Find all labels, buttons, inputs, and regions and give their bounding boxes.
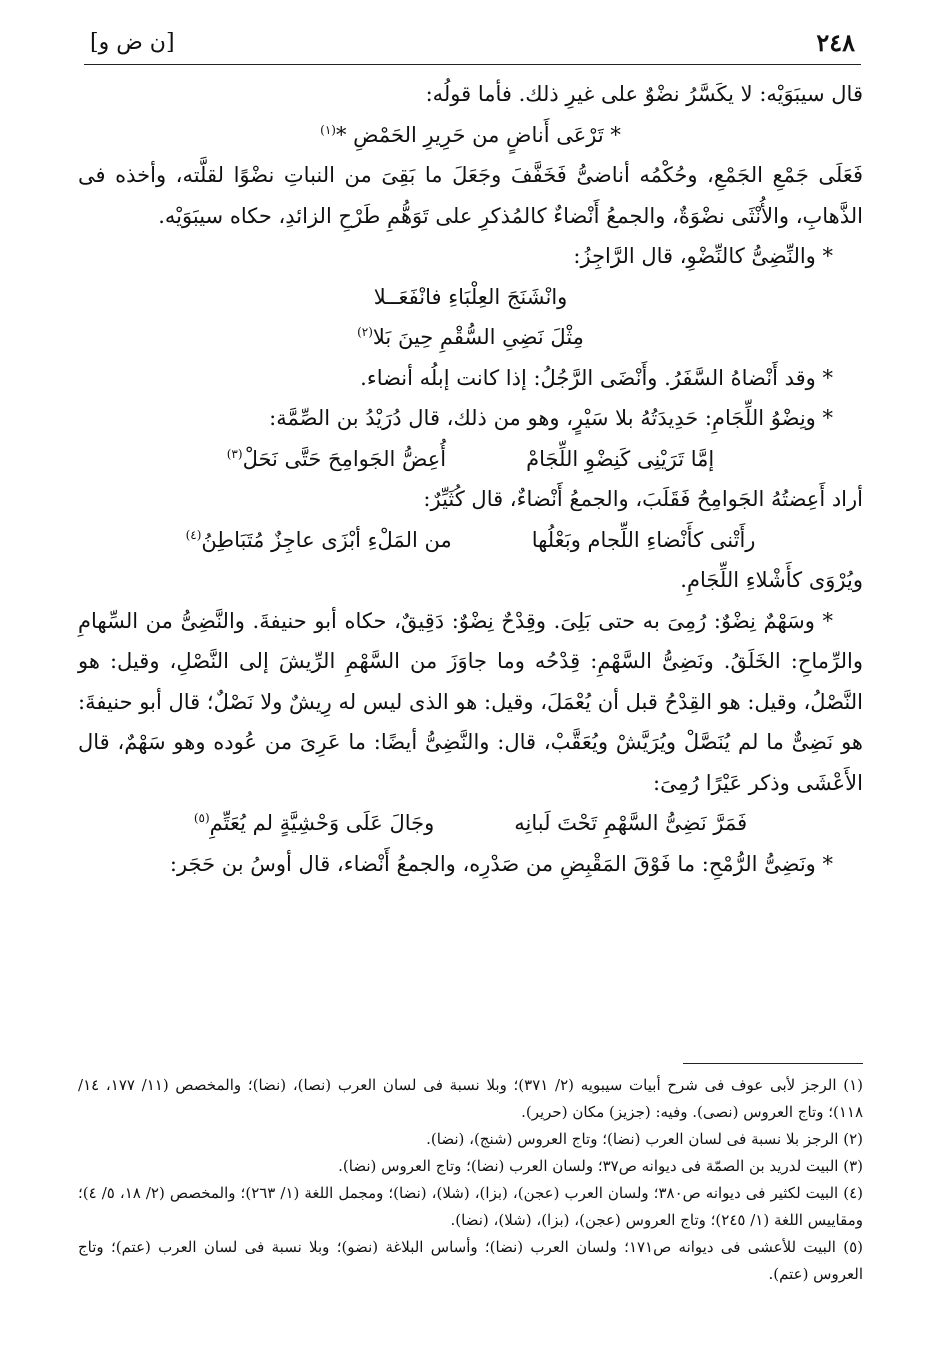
page-header [90,28,855,60]
verse-hemistich-first: فَمَرَّ نَضِىُّ السَّهْمِ تَحْتَ لَبانِه [514,811,748,835]
footnote-ref: (٣) [226,446,243,461]
verse-line [78,115,863,156]
footnote-ref: (١) [320,122,336,137]
verse-couplet [78,803,863,844]
paragraph: ويُرْوَى كأَشْلاءِ اللِّجَامِ. [680,568,863,592]
footnote: (١) الرجز لأبى عوف فى شرح أبيات سيبويه (٢/ ٣٧١)؛ وبلا نسبة فى لسان العرب (نصا)، (نضا)؛ والمخصص (١١/ ١٧٧، ١٤/ ١١٨)؛ وتاج العروس (نصى). وفيه: (جزيز) مكان (حرير). [78,1076,863,1121]
verse-couplet [78,439,863,480]
verse-hemistich-second: من المَلْءِ أبْزَى عاجِزٌ مُتَبَاطِنُ$^{(٤)}$ [185,527,452,552]
verse-line [78,317,863,358]
verse-hemistich-first: رأَتْنى كأَنْضاءِ اللِّجام وبَعْلُها [531,527,756,552]
paragraph: قال سيبَوَيْه: لا يكَسَّرُ نضْوٌ على غيرِ ذلك. فأما قولُه: [425,82,863,106]
main-text [78,74,863,884]
paragraph: * ونَضِىُّ الرُّمْحِ: ما فَوْقَ المَقْبِضِ من صَدْرِه، والجمعُ أَنْضاء، قال أوسُ بن حَجَر: [169,851,833,876]
header-rule [84,64,861,65]
footnotes [78,1072,863,1288]
footnote-ref: (٢) [357,325,373,339]
verse-hemistich-second: وجَالَ عَلَى وَحْشِيَّةٍ لم يُعَتِّمِ$^{(٥)}$ [193,811,435,835]
page-number: ٢٤٨ [816,28,855,57]
footnote-ref: (٤) [185,527,202,542]
verse-text: وانْشَنَجَ العِلْبَاءِ فانْفَعَــلا [373,284,568,309]
footnote: (٥) البيت للأعشى فى ديوانه ص١٧١؛ ولسان العرب (نضا)؛ وأساس البلاغة (نضو)؛ وبلا نسبة فى لسان العرب (عتم)؛ وتاج العروس (عتم). [78,1238,863,1283]
footnote-ref: (٥) [193,811,210,825]
paragraph: * وسَهْمٌ نِضْوٌ: رُمِىَ به حتى بَلِىَ. وقِدْحٌ نِضْوٌ: دَقِيقٌ، حكاه أبو حنيفةَ. والنَّضِىُّ من السِّهامِ والرِّماحِ: الخَلَقُ. ونَضِىُّ السَّهْمِ: قِدْحُه وما جاوَزَ من السَّهْمِ الرِّيشَ إلى النَّصْلِ، وقيل: هو النَّصْلُ، وقيل: هو القِدْحُ قبل أن يُعْمَلَ، وقيل: هو الذى ليس له رِيشٌ ولا نَصْلٌ؛ قال أبو حنيفةَ: هو نَضِىٌّ ما لم يُنَصَّلْ ويُرَيَّشْ ويُعَقَّبْ، قال: والنَّضِىُّ أيضًا: ما عَرِىَ من عُوده وهو سَهْمٌ، قال الأَعْشَى وذكر عَيْرًا رُمِىَ: [78,608,863,795]
verse-line [78,277,863,318]
paragraph: * والنِّضِىُّ كالنِّضْوِ، قال الرَّاجِزُ: [573,244,833,268]
verse-text: مِثْلَ نَضِىِ السُّقْمِ حِينَ بَلا [372,325,584,349]
running-head: [ن ض و] [90,30,175,55]
footnote: (٣) البيت لدريد بن الصمّة فى ديوانه ص٣٧؛ ولسان العرب (نضا)؛ وتاج العروس (نضا). [338,1157,863,1175]
verse-text: * تَرْعَى أَناضٍ من حَرِيرِ الحَمْضِ * [335,122,621,147]
paragraph: * ونِضْوُ اللِّجَامِ: حَدِيدَتُهُ بلا سَيْرٍ، وهو من ذلك، قال دُرَيْدُ بن الصِّمَّة: [269,406,833,430]
footnote: (٢) الرجز بلا نسبة فى لسان العرب (نضا)؛ وتاج العروس (شنج)، (نضا). [426,1130,863,1148]
verse-hemistich-first: إمَّا تَرَيْنِى كَنِضْوِ اللِّجَامْ [526,446,715,471]
footnote-rule [683,1063,863,1064]
paragraph: * وقد أَنْضاهُ السَّفَرُ. وأَنْضَى الرَّجُلُ: إذا كانت إبلُه أنضاء. [360,365,833,390]
footnote: (٤) البيت لكثير فى ديوانه ص٣٨٠؛ ولسان العرب (عجن)، (بزا)، (شلا)، (نضا)؛ ومجمل اللغة (١/ ٢٦٣)؛ والمخصص (٢/ ١٨، ٥/ ٤)؛ ومقاييس اللغة (١/ ٢٤٥)؛ وتاج العروس (عجن)، (بزا)، (شلا)، (نضا). [78,1184,863,1229]
verse-hemistich-second: أُعِضُّ الجَوامِحَ حَتَّى نَحَلْ$^{(٣)}$ [226,446,447,471]
paragraph: أراد أَعِضتُهُ الجَوامِحُ فَقَلَبَ، والجمعُ أَنْضاءٌ، قال كُثَيِّرٌ: [423,487,863,511]
paragraph: فَعَلَى جَمْعِ الجَمْعِ، وحُكْمُه أناضىُّ فَخَفَّفَ وجَعَلَ ما بَقِىَ من النباتِ نضْوًا لقلَّته، وأخذه فى الذَّهابِ، والأُنْثَى نضْوَةٌ، والجمعُ أَنْضاءٌ كالمُذكرِ على تَوَهُّمِ طَرْحِ الزائدِ، حكاه سيبَوَيْه. [78,163,863,228]
verse-couplet [78,520,863,561]
